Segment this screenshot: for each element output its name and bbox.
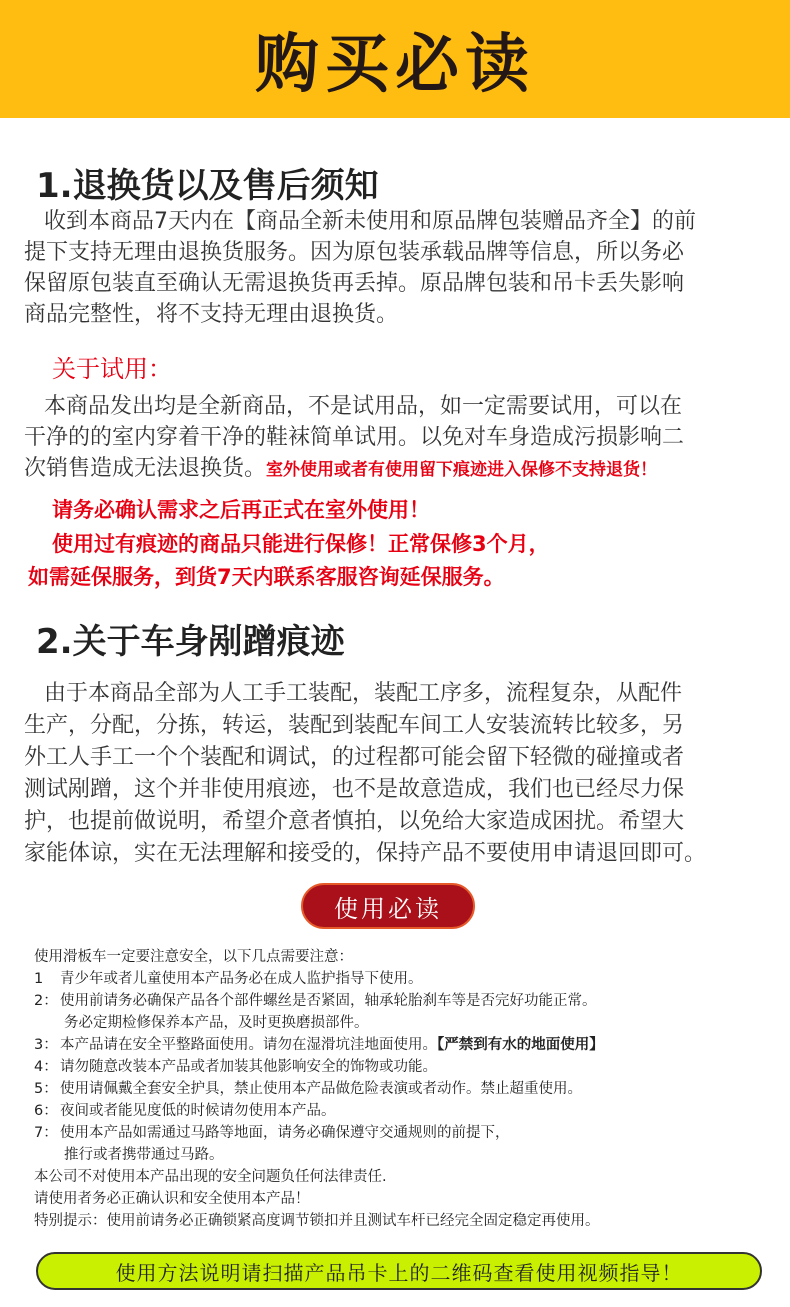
usage-item-text: 请勿随意改装本产品或者加装其他影响安全的饰物或功能。 — [60, 1059, 437, 1075]
trial-heading: 关于试用： — [52, 355, 172, 383]
paragraph-line: 测试剐蹭，这个并非使用痕迹，也不是故意造成，我们也已经尽力保 — [24, 777, 685, 802]
paragraph-line: 干净的的室内穿着干净的鞋袜简单试用。以免对车身造成污损影响二 — [24, 425, 685, 450]
paragraph-line: 提下支持无理由退换货服务。因为原包装承载品牌等信息，所以务必 — [24, 240, 685, 265]
usage-item — [34, 1144, 774, 1166]
special-note: 特别提示：使用前请务必正确锁紧高度调节锁扣并且测试车杆已经完全固定稳定再使用。 — [34, 1213, 600, 1229]
paragraph-line: 保留原包装直至确认无需退换货再丢掉。原品牌包装和吊卡丢失影响 — [24, 271, 685, 296]
usage-item — [34, 1012, 774, 1034]
usage-item-text: 使用请佩戴全套安全护具，禁止使用本产品做危险表演或者动作。禁止超重使用。 — [60, 1081, 582, 1097]
must-read-badge: 使用必读 — [301, 883, 475, 929]
usage-item-text: 使用本产品如需通过马路等地面，请务必确保遵守交通规则的前提下， — [60, 1125, 510, 1141]
usage-item — [34, 1122, 774, 1144]
paragraph-line: 由于本商品全部为人工手工装配，装配工序多，流程复杂，从配件 — [44, 681, 683, 706]
usage-item — [34, 1100, 774, 1122]
usage-item-number: 6： — [34, 1103, 58, 1119]
usage-item-number: 5： — [34, 1081, 58, 1097]
section1-heading: 1.退换货以及售后须知 — [36, 166, 379, 206]
usage-item-text: 青少年或者儿童使用本产品务必在成人监护指导下使用。 — [60, 971, 423, 987]
usage-item-number: 3： — [34, 1037, 58, 1053]
section2-heading: 2.关于车身剐蹭痕迹 — [36, 622, 345, 662]
usage-item-number: 2： — [34, 993, 58, 1009]
usage-item-text: 使用前请务必确保产品各个部件螺丝是否紧固，轴承轮胎刹车等是否完好功能正常。 — [60, 993, 597, 1009]
correct-use-note: 请使用者务必正确认识和安全使用本产品！ — [34, 1191, 310, 1207]
usage-item-number: 4： — [34, 1059, 58, 1075]
warning-line-3: 如需延保服务，到货7天内联系客服咨询延保服务。 — [28, 565, 505, 589]
header-banner — [0, 0, 790, 118]
paragraph-line — [24, 453, 774, 486]
warning-line-1: 请务必确认需求之后再正式在室外使用！ — [52, 498, 430, 522]
paragraph-line: 商品完整性，将不支持无理由退换货。 — [24, 302, 399, 327]
usage-item-emphasis: 【严禁到有水的地面使用】 — [437, 1037, 604, 1053]
usage-item — [34, 1078, 774, 1100]
paragraph-line: 护，也提前做说明，希望介意者慎拍，以免给大家造成困扰。希望大 — [24, 809, 685, 834]
usage-intro: 使用滑板车一定要注意安全，以下几点需要注意： — [34, 949, 353, 965]
usage-notes — [34, 946, 774, 1232]
usage-item-number: 1 — [34, 971, 44, 987]
paragraph-line: 生产，分配，分拣，转运，装配到装配车间工人安装流转比较多，另 — [24, 713, 685, 738]
usage-item-text: 推行或者携带通过马路。 — [64, 1147, 224, 1163]
usage-item-text: 务必定期检修保养本产品，及时更换磨损部件。 — [64, 1015, 369, 1031]
usage-item — [34, 1056, 774, 1078]
paragraph-line: 外工人手工一个个装配和调试，的过程都可能会留下轻微的碰撞或者 — [24, 745, 685, 770]
paragraph-line: 家能体谅，实在无法理解和接受的，保持产品不要使用申请退回即可。 — [24, 841, 707, 866]
trial-paragraph — [24, 391, 774, 486]
trial-line-text: 次销售造成无法退换货。 — [24, 456, 267, 481]
paragraph-line: 本商品发出均是全新商品，不是试用品，如一定需要试用，可以在 — [44, 394, 683, 419]
page-title: 购买必读 — [255, 28, 535, 102]
usage-item-number: 7： — [34, 1125, 58, 1141]
usage-item — [34, 1034, 774, 1056]
usage-item-text: 本产品请在安全平整路面使用。请勿在湿滑坑洼地面使用。 — [60, 1037, 437, 1053]
usage-item — [34, 990, 774, 1012]
video-guide-banner: 使用方法说明请扫描产品吊卡上的二维码查看使用视频指导！ — [36, 1252, 762, 1290]
return-policy-paragraph — [24, 206, 774, 330]
trial-warning-inline: 室外使用或者有使用留下痕迹进入保修不支持退货！ — [266, 460, 658, 480]
scratch-paragraph — [24, 678, 774, 870]
disclaimer: 本公司不对使用本产品出现的安全问题负任何法律责任. — [34, 1169, 387, 1185]
usage-item-text: 夜间或者能见度低的时候请勿使用本产品。 — [60, 1103, 336, 1119]
usage-item — [34, 968, 774, 990]
warning-line-2: 使用过有痕迹的商品只能进行保修！正常保修3个月， — [52, 532, 550, 556]
paragraph-line: 收到本商品7天内在【商品全新未使用和原品牌包装赠品齐全】的前 — [44, 209, 696, 234]
